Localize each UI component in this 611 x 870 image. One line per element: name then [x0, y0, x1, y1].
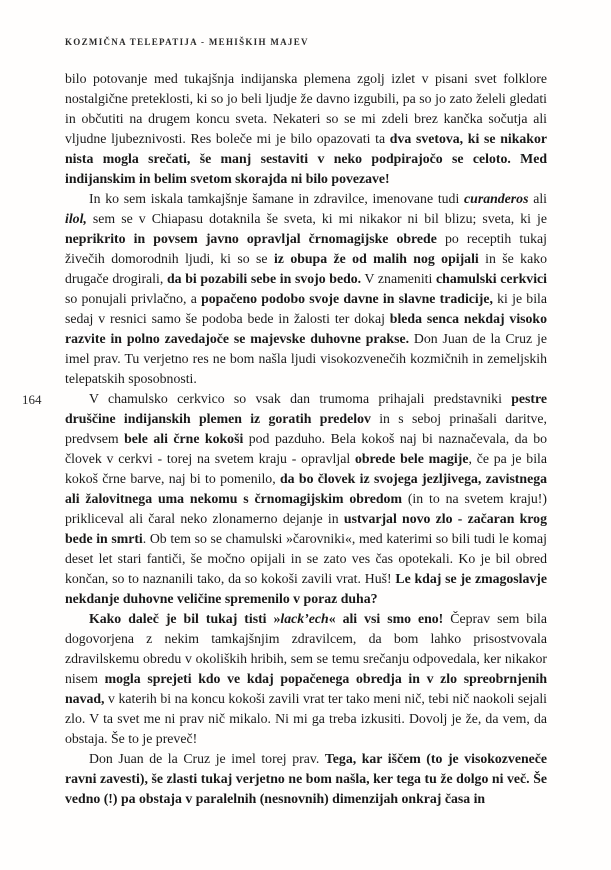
text-run: Čeprav sem bila dogovorjena z nekim tamkajšnjim zdravilcem, da bom lahko prisostvovala zdravilskemu obredu v okoliških hribih, sem se temu srečanju odpovedala, ker nikakor nisem — [65, 611, 547, 686]
text-run: V znameniti — [361, 271, 437, 286]
text-run: « ali vsi smo eno! — [328, 611, 444, 626]
text-run: sem se v Chiapasu dotaknila še sveta, ki mi nikakor ni bil blizu; sveta, ki je — [86, 211, 547, 226]
text-run: bilo potovanje med tukajšnja indijanska plemena zgolj izlet v pisani svet folklore nostalgične preteklosti, ki so jo beli ljudje že davno izgubili, pa so jo zato želeli gledati in občutiti na drugem koncu sveta. Nekateri so se mi zdeli brez kančka sočutja ali vljudne ljubeznivosti. Res boleče mi je bilo opazovati ta — [65, 71, 547, 146]
text-run: bleda senca nekdaj visoko razvite in polno zavedajoče se majevske duhovne prakse. — [65, 311, 547, 346]
text-run: , če pa je bila kokoš črne barve, naj bi to pomenilo, — [65, 451, 547, 486]
text-run: ki je bila sedaj v resnici samo še podoba bede in žalosti ter dokaj — [65, 291, 547, 326]
text-run: ali — [528, 191, 547, 206]
text-run: Le kdaj se je zmagoslavje nekdanje duhovne veličine spremenilo v poraz duha? — [65, 571, 547, 606]
text-run: in s seboj prinašali daritve, predvsem — [65, 411, 548, 446]
text-run: Tega, kar iščem (to je visokozveneče ravni zavesti), še zlasti tukaj verjetno ne bom našla, ker tega tu že dolgo ni več. Še vedno (!) pa obstaja v paralelnih (nesnovnih) dimenzijah onkraj časa in — [65, 751, 547, 806]
text-run: (in to na svetem kraju!) prikliceval ali čaral neko zlonamerno dejanje in — [65, 491, 547, 526]
text-run: popačeno podobo svoje davne in slavne tradicije, — [201, 291, 493, 306]
text-run: Don Juan de la Cruz je imel prav. Tu verjetno res ne bom našla ljudi visokozvenečih kozmičnih in zemeljskih telepatskih sposobnosti. — [65, 331, 547, 386]
text-run: mogla sprejeti kdo ve kdaj popačenega obredja in v zlo spreobrnjenih navad, — [65, 671, 548, 706]
text-run: dva svetova, ki se nikakor nista mogla srečati, še manj sestaviti v neko podpirajočo se celoto. Med indijanskim in belim svetom skorajda ni bilo povezave! — [65, 131, 547, 186]
text-run: pestre druščine indijanskih plemen iz goratih predelov — [65, 391, 547, 426]
text-run: in še kako drugače drogirali, — [65, 251, 547, 286]
text-run: so ponujali privlačno, a — [65, 291, 202, 306]
text-run: ilol, — [65, 211, 87, 226]
text-run: da bi pozabili sebe in svojo bedo. — [166, 271, 362, 286]
text-run: curanderos — [464, 191, 529, 206]
text-run: v katerih bi na koncu kokoši zavili vrat ter tako meni nič, tebi nič naokoli sejali zlo. V ta svet me ni prav nič mikalo. Ni mi ga treba izkusiti. Dovolj je že, da vem, da obstaja. Še to je preveč! — [65, 691, 547, 746]
text-run: pod pazduho. Bela kokoš naj bi naznačevala, da bo človek v cerkvi - torej na svetem kraju - opravljal — [65, 431, 547, 466]
text-run: Don Juan de la Cruz je imel torej prav. — [89, 751, 325, 766]
text-run: neprikrito in povsem javno opravljal črnomagijske obrede — [65, 231, 437, 246]
text-run: obrede bele magije — [354, 451, 469, 466]
text-run: po receptih tukaj živečih domorodnih ljudi, ki so se — [65, 231, 547, 266]
text-run: . Ob tem so se chamulski »čarovniki«, med katerimi so bili tudi le komaj deset let stari fantiči, še močno opijali in se zato ves čas opotekali. Ko je bil obred končan, so to naznanili tako, da so kokoši zavili vrat. Huš! — [65, 531, 547, 586]
page-body — [65, 69, 547, 809]
text-run: V chamulsko cerkvico so vsak dan trumoma prihajali predstavniki — [89, 391, 512, 406]
text-run: bele ali črne kokoši — [124, 431, 244, 446]
paragraph-2 — [65, 189, 547, 389]
text-run: ustvarjal novo zlo - začaran krog bede in smrti — [65, 511, 547, 546]
text-run: da bo človek iz svojega jezljivega, zavistnega ali žalovitnega uma nekomu s črnomagijskim obredom — [65, 471, 547, 506]
paragraph-3 — [65, 389, 547, 609]
paragraph-5 — [65, 749, 547, 809]
text-run: chamulski cerkvici — [436, 271, 547, 286]
running-header: KOZMIČNA TELEPATIJA - MEHIŠKIH MAJEV — [65, 37, 309, 47]
text-run: lack’ech — [280, 611, 329, 626]
text-run: Kako daleč je bil tukaj tisti » — [89, 611, 281, 626]
paragraph-4 — [65, 609, 547, 749]
page-number: 164 — [22, 392, 42, 407]
text-run: iz obupa že od malih nog opijali — [273, 251, 479, 266]
paragraph-1 — [65, 69, 547, 189]
text-run: In ko sem iskala tamkajšnje šamane in zdravilce, imenovane tudi — [89, 191, 465, 206]
